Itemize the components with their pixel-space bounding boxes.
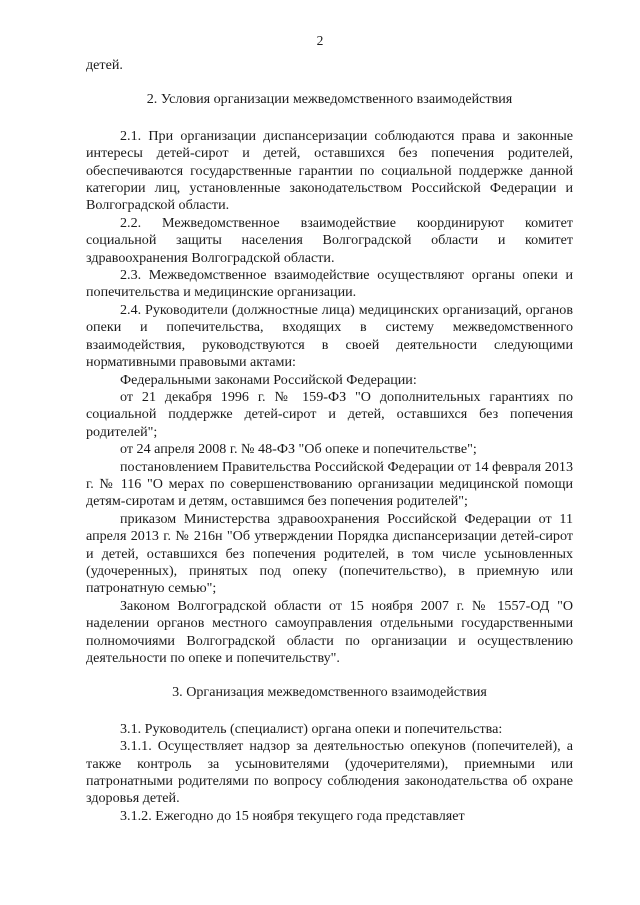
paragraph-3-1-1: 3.1.1. Осуществляет надзор за деятельностью опекунов (попечителей), а также контроль за усыновителями (удочерителями), приемными или патронатными родителями по вопросу соблюдения законодательства об охране здоровья детей. — [86, 738, 573, 807]
document-body — [86, 57, 573, 825]
section-2-heading: 2. Условия организации межведомственного взаимодействия — [146, 91, 513, 108]
paragraph-law-1557: Законом Волгоградской области от 15 ноября 2007 г. № 1557-ОД "О наделении органов местного самоуправления отдельными государственными полномочиями Волгоградской области по организации и осуществлению деятельности по опеке и попечительству". — [86, 597, 573, 666]
paragraph-order-216n: приказом Министерства здравоохранения Российской Федерации от 11 апреля 2013 г. № 216н "Об утверждении Порядка диспансеризации детей-сирот и детей, оставшихся без попечения родителей, в том числе усыновленных (удочеренных), принятых под опеку (попечительство), в приемную или патронатную семью"; — [86, 510, 573, 597]
paragraph-law-48: от 24 апреля 2008 г. № 48-ФЗ "Об опеке и попечительстве"; — [120, 441, 477, 458]
paragraph-federal-laws: Федеральными законами Российской Федерации: — [120, 371, 417, 388]
paragraph-2-4: 2.4. Руководители (должностные лица) медицинских организаций, органов опеки и попечительства, входящих в систему межведомственного взаимодействия, руководствуются в своей деятельности следующими нормативными правовыми актами: — [86, 301, 573, 371]
paragraph-2-3: 2.3. Межведомственное взаимодействие осуществляют органы опеки и попечительства и медицинские организации. — [86, 267, 573, 301]
paragraph-2-2: 2.2. Межведомственное взаимодействие координируют комитет социальной защиты населения Волгоградской области и комитет здравоохранения Волгоградской области. — [86, 214, 573, 266]
page-number: 2 — [316, 33, 324, 48]
section-3-heading: 3. Организация межведомственного взаимодействия — [172, 684, 487, 701]
paragraph-resolution-116: постановлением Правительства Российской Федерации от 14 февраля 2013 г. № 116 "О мерах по совершенствованию организации медицинской помощи детям-сиротам и детям, оставшимся без попечения родителей"; — [86, 458, 573, 510]
paragraph-law-159: от 21 декабря 1996 г. № 159-ФЗ "О дополнительных гарантиях по социальной поддержке детей-сирот и детей, оставшихся без попечения родителей"; — [86, 388, 573, 440]
paragraph-3-1-2: 3.1.2. Ежегодно до 15 ноября текущего года представляет — [120, 807, 465, 824]
paragraph-3-1: 3.1. Руководитель (специалист) органа опеки и попечительства: — [120, 720, 503, 737]
paragraph-continuation: детей. — [86, 57, 123, 73]
paragraph-2-1: 2.1. При организации диспансеризации соблюдаются права и законные интересы детей-сирот и детей, оставшихся без попечения родителей, обеспечиваются государственные гарантии по социальной поддержке данной категории лиц, установленные законодательством Российской Федерации и Волгоградской области. — [86, 127, 573, 214]
